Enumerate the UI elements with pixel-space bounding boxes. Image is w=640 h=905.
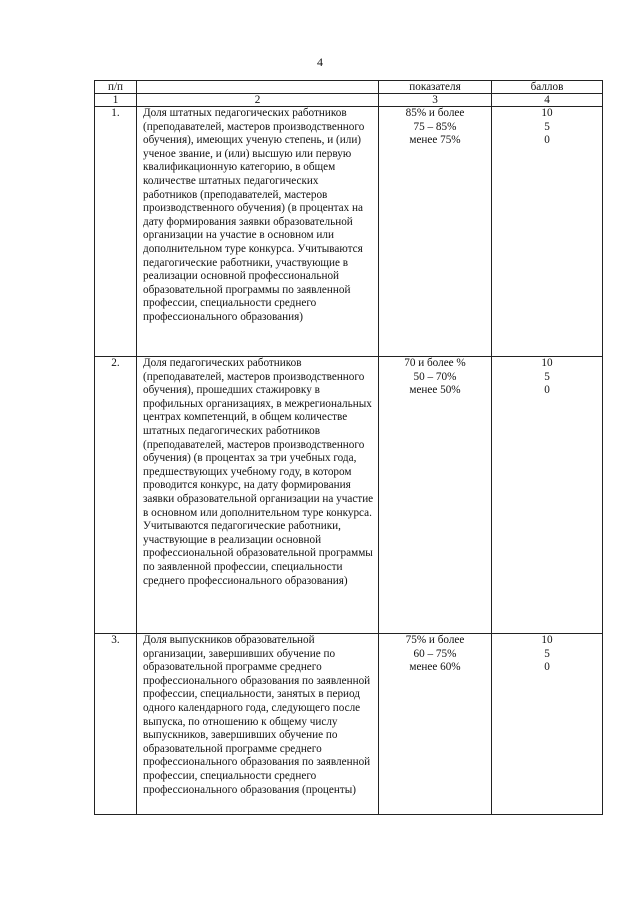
points-value: 10: [541, 357, 553, 369]
indicator-value: менее 60%: [409, 661, 461, 674]
indicator-values: [379, 357, 492, 634]
indicator-values: [379, 634, 492, 815]
table-row: [95, 357, 603, 634]
points-value: 0: [544, 134, 550, 147]
column-number: 2: [137, 94, 379, 107]
indicator-value: менее 75%: [409, 134, 461, 147]
points-value: 10: [541, 634, 553, 646]
criteria-table: [94, 80, 603, 815]
row-index: 1.: [95, 107, 137, 357]
points-value: 10: [541, 107, 553, 119]
header-cell-criterion: [137, 81, 379, 94]
points-value: 0: [544, 384, 550, 397]
indicator-value: 75 – 85%: [413, 120, 457, 133]
indicator-value: менее 50%: [409, 384, 461, 397]
column-number: 3: [379, 94, 492, 107]
column-number-row: [95, 94, 603, 107]
indicator-value: 75% и более: [405, 634, 465, 646]
points-value: 0: [544, 661, 550, 674]
row-index: 2.: [95, 357, 137, 634]
table-row: [95, 107, 603, 357]
criterion-text: Доля педагогических работников (преподавателей, мастеров производственного обучения), прошедших стажировку в профильных организациях, в межрегиональных центрах компетенций, в общем количестве штатных педагогических работников (преподавателей, мастеров производственного обучения) (в процентах за три учебных года, предшествующих учебному году, в котором проводится конкурс, на дату формирования заявки образовательной организации на участие в основном или дополнительном туре конкурса. Учитываются педагогические работники, участвующие в реализации основной профессиональной образовательной программы по заявленной профессии, специальности среднего профессионального образования): [137, 357, 379, 634]
criterion-text: Доля выпускников образовательной организации, завершивших обучение по образовательной программе среднего профессионального образования по заявленной профессии, специальности, занятых в период одного календарного года, следующего после выпуска, по отношению к общему числу выпускников, завершивших обучение по образовательной программе среднего профессионального образования по заявленной профессии, специальности среднего профессионального образования (проценты): [137, 634, 379, 815]
indicator-values: [379, 107, 492, 357]
header-cell-values: показателя: [379, 81, 492, 94]
points-values: [492, 634, 603, 815]
column-number: 4: [492, 94, 603, 107]
table-header-row: [95, 81, 603, 94]
header-cell-points: баллов: [492, 81, 603, 94]
points-value: 5: [544, 647, 550, 660]
column-number: 1: [95, 94, 137, 107]
points-values: [492, 107, 603, 357]
indicator-value: 70 и более %: [404, 357, 466, 369]
criterion-text: Доля штатных педагогических работников (преподавателей, мастеров производственного обучения), имеющих ученую степень, и (или) ученое звание, и (или) высшую или первую квалификационную категорию, в общем количестве штатных педагогических работников (преподавателей, мастеров производственного обучения) (в процентах на дату формирования заявки образовательной организации на участие в основном или дополнительном туре конкурса. Учитываются педагогические работники, участвующие в реализации основной профессиональной образовательной программы по заявленной профессии, специальности среднего профессионального образования): [137, 107, 379, 357]
indicator-value: 60 – 75%: [413, 647, 457, 660]
points-value: 5: [544, 370, 550, 383]
page-number: 4: [317, 55, 323, 69]
indicator-value: 50 – 70%: [413, 370, 457, 383]
points-values: [492, 357, 603, 634]
header-cell-index: п/п: [95, 81, 137, 94]
row-index: 3.: [95, 634, 137, 815]
points-value: 5: [544, 120, 550, 133]
table-row: [95, 634, 603, 815]
indicator-value: 85% и более: [405, 107, 465, 119]
